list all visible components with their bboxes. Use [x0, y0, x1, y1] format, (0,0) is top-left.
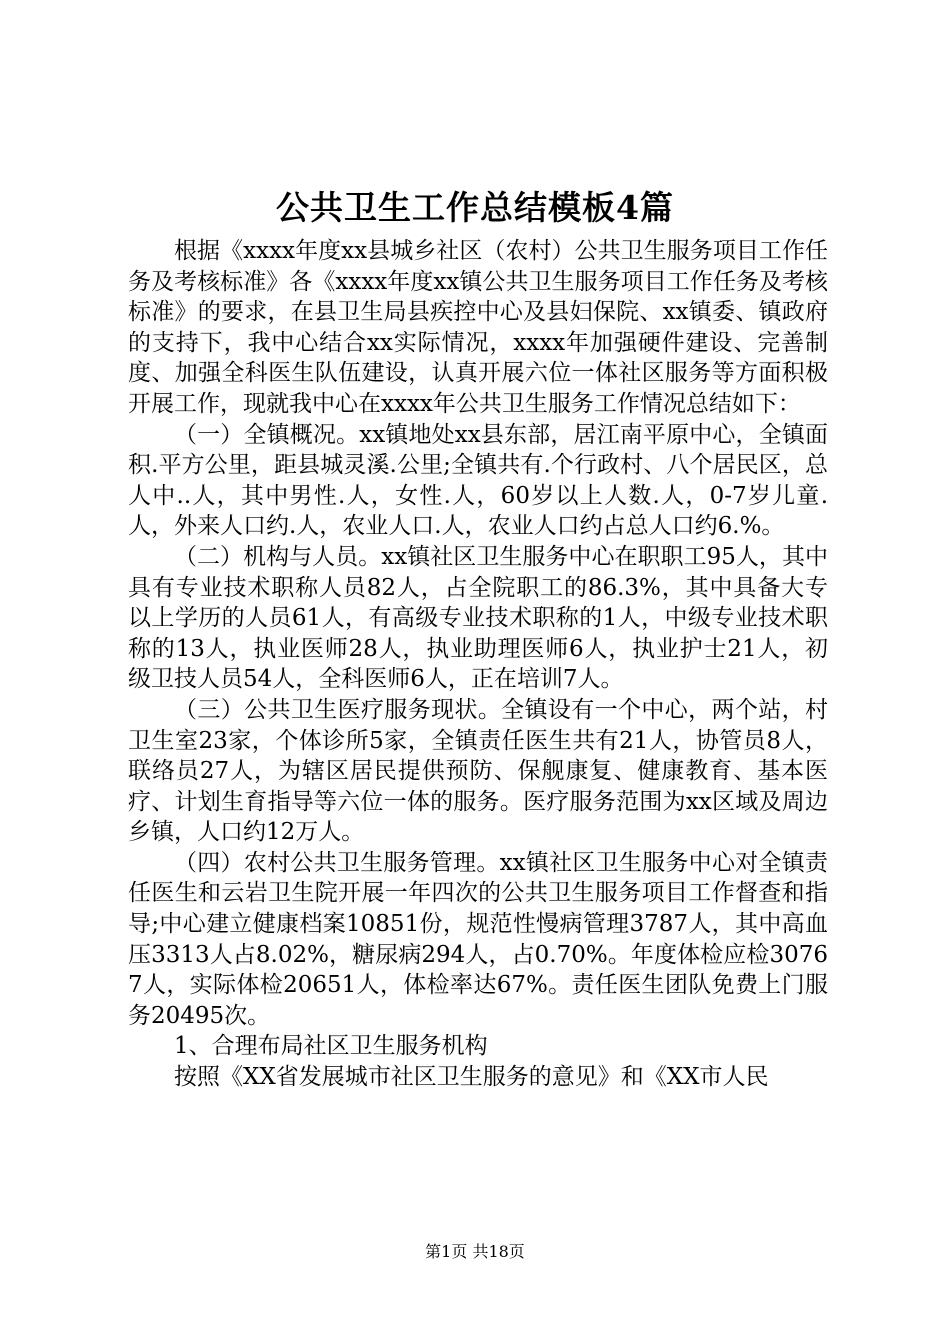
page-footer [0, 1240, 950, 1264]
document-body [128, 236, 828, 1093]
paragraph-overview: （一）全镇概况。xx镇地处xx县东部，居江南平原中心，全镇面积.平方公里，距县城灵溪.公里;全镇共有.个行政村、八个居民区，总人中..人，其中男性.人，女性.人，60岁以上人数.人，0-7岁儿童.人，外来人口约.人，农业人口.人，农业人口约占总人口约6.%。 [128, 421, 828, 540]
paragraph-continuation: 按照《XX省发展城市社区卫生服务的意见》和《XX市人民 [174, 1064, 769, 1091]
document-title: 公共卫生工作总结模板4篇 [276, 188, 674, 227]
paragraph-management: （四）农村公共卫生服务管理。xx镇社区卫生服务中心对全镇责任医生和云岩卫生院开展一年四次的公共卫生服务项目工作督查和指导;中心建立健康档案10851份，规范性慢病管理3787人，其中高血压3313人占8.02%，糖尿病294人，占0.70%。年度体检应检30767人，实际体检20651人，体检率达67%。责任医生团队免费上门服务20495次。 [128, 849, 828, 1029]
paragraph-staff: （二）机构与人员。xx镇社区卫生服务中心在职职工95人，其中具有专业技术职称人员82人，占全院职工的86.3%，其中具备大专以上学历的人员61人，有高级专业技术职称的1人，中级专业技术职称的13人，执业医师28人，执业助理医师6人，执业护士21人，初级卫技人员54人，全科医师6人，正在培训7人。 [128, 543, 828, 693]
paragraph-services: （三）公共卫生医疗服务现状。全镇设有一个中心，两个站，村卫生室23家，个体诊所5家，全镇责任医生共有21人，协管员8人，联络员27人，为辖区居民提供预防、保舰康复、健康教育、基本医疗、计划生育指导等六位一体的服务。医疗服务范围为xx区域及周边乡镇，人口约12万人。 [128, 696, 828, 846]
section-heading: 1、合理布局社区卫生服务机构 [174, 1033, 488, 1060]
paragraph-intro: 根据《xxxx年度xx县城乡社区（农村）公共卫生服务项目工作任务及考核标准》各《xxxx年度xx镇公共卫生服务项目工作任务及考核标准》的要求，在县卫生局县疾控中心及县妇保院、xx镇委、镇政府的支持下，我中心结合xx实际情况，xxxx年加强硬件建设、完善制度、加强全科医生队伍建设，认真开展六位一体社区服务等方面积极开展工作，现就我中心在xxxx年公共卫生服务工作情况总结如下： [128, 238, 828, 417]
page-number: 第1页 共18页 [425, 1242, 525, 1261]
